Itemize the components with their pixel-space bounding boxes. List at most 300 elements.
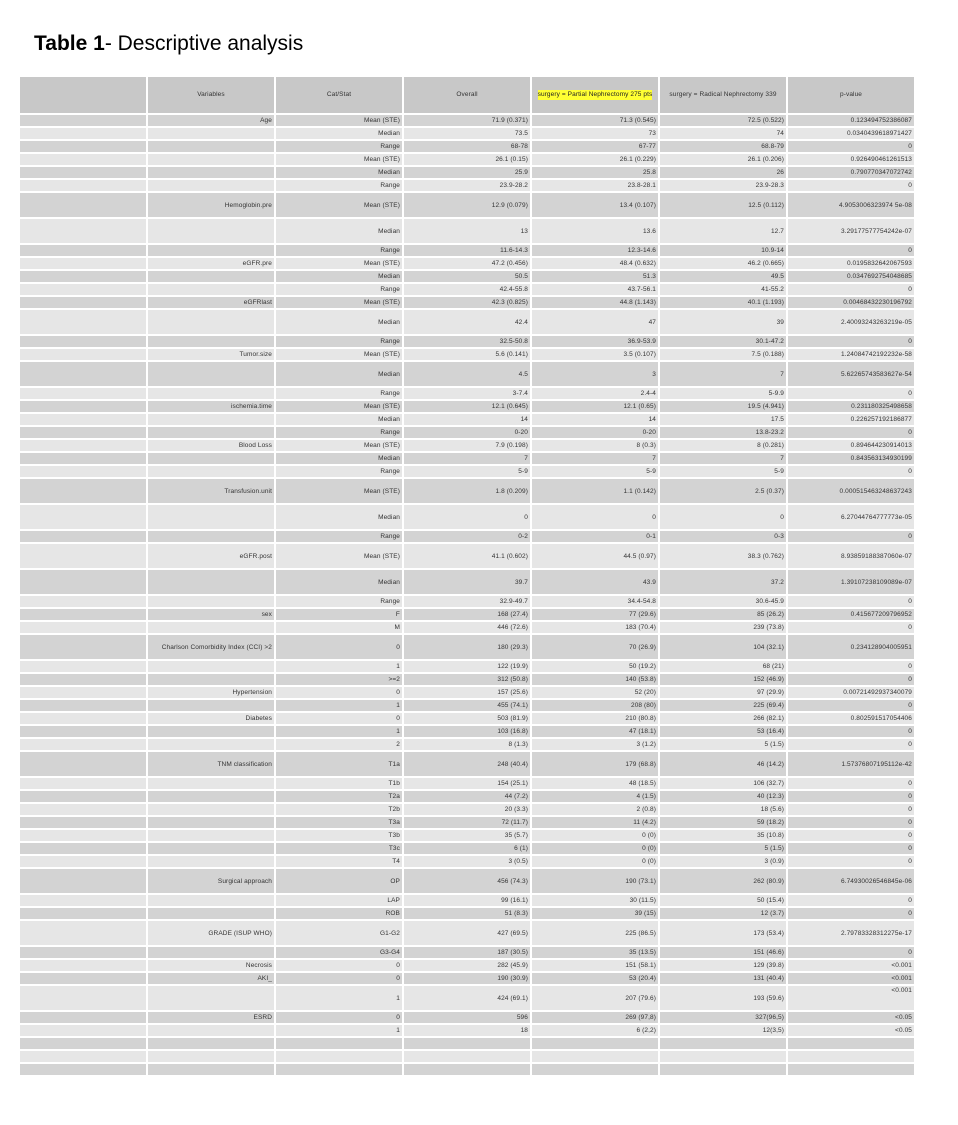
cell-p-value: 0 — [788, 674, 914, 685]
cell-cat-stat: 1 — [276, 661, 402, 672]
cell-radical: 97 (29.9) — [660, 687, 786, 698]
cell-row-blank — [20, 570, 146, 594]
cell-p-value: 0.843563134930199 — [788, 453, 914, 464]
cell-partial: 73 — [532, 128, 658, 139]
cell-overall: 8 (1.3) — [404, 739, 530, 750]
cell-radical: 17.5 — [660, 414, 786, 425]
cell-overall: 154 (25.1) — [404, 778, 530, 789]
cell-p-value: 3.29177577754242e-07 — [788, 219, 914, 243]
table-row — [20, 297, 914, 308]
cell-p-value — [788, 1038, 914, 1049]
cell-cat-stat: 1 — [276, 726, 402, 737]
cell-partial: 53 (20.4) — [532, 973, 658, 984]
cell-partial: 48 (18.5) — [532, 778, 658, 789]
cell-p-value: <0.001 — [788, 986, 914, 1010]
cell-variable — [148, 271, 274, 282]
cell-p-value: 2.40093243263219e-05 — [788, 310, 914, 334]
cell-partial: 0-20 — [532, 427, 658, 438]
cell-p-value: 0.894644230914013 — [788, 440, 914, 451]
cell-variable: TNM classification — [148, 752, 274, 776]
cell-partial — [532, 1051, 658, 1062]
cell-radical — [660, 1064, 786, 1075]
cell-overall: 32.9-49.7 — [404, 596, 530, 607]
cell-p-value: 0 — [788, 791, 914, 802]
cell-partial: 67-77 — [532, 141, 658, 152]
cell-row-blank — [20, 466, 146, 477]
cell-partial: 225 (86.5) — [532, 921, 658, 945]
cell-variable — [148, 986, 274, 1010]
cell-row-blank — [20, 960, 146, 971]
cell-variable: Charlson Comorbidity Index (CCI) >2 — [148, 635, 274, 659]
cell-overall: 20 (3.3) — [404, 804, 530, 815]
cell-radical: 49.5 — [660, 271, 786, 282]
cell-radical: 85 (26.2) — [660, 609, 786, 620]
table-row — [20, 388, 914, 399]
cell-partial: 183 (70.4) — [532, 622, 658, 633]
cell-radical: 225 (69.4) — [660, 700, 786, 711]
cell-variable — [148, 1051, 274, 1062]
cell-p-value — [788, 1051, 914, 1062]
cell-partial: 34.4-54.8 — [532, 596, 658, 607]
cell-partial: 77 (29.6) — [532, 609, 658, 620]
table-row — [20, 908, 914, 919]
cell-row-blank — [20, 258, 146, 269]
cell-radical: 193 (59.6) — [660, 986, 786, 1010]
cell-radical: 262 (80.9) — [660, 869, 786, 893]
cell-variable — [148, 427, 274, 438]
table-row — [20, 180, 914, 191]
cell-partial: 39 (15) — [532, 908, 658, 919]
cell-partial: 210 (80.8) — [532, 713, 658, 724]
cell-radical: 12.5 (0.112) — [660, 193, 786, 217]
cell-p-value: 0.802591517054406 — [788, 713, 914, 724]
cell-radical: 30.6-45.9 — [660, 596, 786, 607]
cell-partial: 44.5 (0.97) — [532, 544, 658, 568]
cell-radical: 8 (0.281) — [660, 440, 786, 451]
cell-overall: 42.4 — [404, 310, 530, 334]
cell-partial: 190 (73.1) — [532, 869, 658, 893]
table-row — [20, 193, 914, 217]
cell-overall: 248 (40.4) — [404, 752, 530, 776]
cell-radical: 74 — [660, 128, 786, 139]
cell-row-blank — [20, 154, 146, 165]
cell-row-blank — [20, 947, 146, 958]
cell-row-blank — [20, 739, 146, 750]
cell-overall: 72 (11.7) — [404, 817, 530, 828]
table-row — [20, 596, 914, 607]
cell-variable — [148, 414, 274, 425]
cell-row-blank — [20, 752, 146, 776]
cell-partial: 35 (13.5) — [532, 947, 658, 958]
cell-radical: 40 (12.3) — [660, 791, 786, 802]
cell-partial: 47 — [532, 310, 658, 334]
cell-row-blank — [20, 193, 146, 217]
cell-p-value: 0 — [788, 726, 914, 737]
cell-partial: 71.3 (0.545) — [532, 115, 658, 126]
cell-p-value: 0.0340439618971427 — [788, 128, 914, 139]
cell-variable — [148, 778, 274, 789]
table-row — [20, 960, 914, 971]
table-row — [20, 1051, 914, 1062]
table-row — [20, 128, 914, 139]
cell-cat-stat: G3-G4 — [276, 947, 402, 958]
cell-row-blank — [20, 895, 146, 906]
cell-overall: 7.9 (0.198) — [404, 440, 530, 451]
cell-p-value: <0.001 — [788, 960, 914, 971]
cell-cat-stat: 1 — [276, 1025, 402, 1036]
cell-cat-stat: Median — [276, 453, 402, 464]
cell-p-value: 1.24084742192232e-58 — [788, 349, 914, 360]
cell-variable — [148, 531, 274, 542]
header-overall: Overall — [404, 77, 530, 113]
cell-p-value: 0.00468432230196792 — [788, 297, 914, 308]
cell-variable — [148, 167, 274, 178]
cell-radical: 5-9 — [660, 466, 786, 477]
table-row — [20, 401, 914, 412]
cell-overall: 456 (74.3) — [404, 869, 530, 893]
cell-variable: Tumor.size — [148, 349, 274, 360]
cell-radical: 106 (32.7) — [660, 778, 786, 789]
table-row — [20, 973, 914, 984]
cell-overall: 187 (30.5) — [404, 947, 530, 958]
cell-overall: 1.8 (0.209) — [404, 479, 530, 503]
cell-p-value: 0.415677209796952 — [788, 609, 914, 620]
cell-variable — [148, 570, 274, 594]
cell-variable — [148, 700, 274, 711]
cell-cat-stat: Range — [276, 141, 402, 152]
cell-p-value: 0 — [788, 245, 914, 256]
cell-variable — [148, 856, 274, 867]
cell-row-blank — [20, 349, 146, 360]
table-row — [20, 414, 914, 425]
cell-overall: 103 (16.8) — [404, 726, 530, 737]
cell-cat-stat — [276, 1051, 402, 1062]
table-row — [20, 986, 914, 1010]
cell-overall: 32.5-50.8 — [404, 336, 530, 347]
table-row — [20, 895, 914, 906]
cell-row-blank — [20, 245, 146, 256]
cell-p-value: 0 — [788, 700, 914, 711]
descriptive-table — [20, 77, 914, 1077]
table-row — [20, 778, 914, 789]
cell-variable — [148, 817, 274, 828]
table-row — [20, 440, 914, 451]
cell-radical: 2.5 (0.37) — [660, 479, 786, 503]
cell-row-blank — [20, 505, 146, 529]
cell-partial: 208 (80) — [532, 700, 658, 711]
cell-p-value: 1.39107238109089e-07 — [788, 570, 914, 594]
cell-partial: 13.4 (0.107) — [532, 193, 658, 217]
header-partial-nephrectomy: surgery = Partial Nephrectomy 275 pts — [532, 77, 658, 113]
cell-cat-stat: Mean (STE) — [276, 440, 402, 451]
cell-partial: 8 (0.3) — [532, 440, 658, 451]
cell-variable — [148, 908, 274, 919]
cell-variable: Transfusion.unit — [148, 479, 274, 503]
cell-partial: 3 — [532, 362, 658, 386]
cell-variable — [148, 830, 274, 841]
cell-radical: 5 (1.5) — [660, 843, 786, 854]
table-row — [20, 674, 914, 685]
cell-row-blank — [20, 908, 146, 919]
cell-variable — [148, 661, 274, 672]
cell-overall: 424 (69.1) — [404, 986, 530, 1010]
cell-overall: 596 — [404, 1012, 530, 1023]
cell-overall: 0-2 — [404, 531, 530, 542]
cell-partial: 48.4 (0.632) — [532, 258, 658, 269]
cell-p-value: 0 — [788, 895, 914, 906]
cell-radical: 35 (10.8) — [660, 830, 786, 841]
cell-cat-stat: Range — [276, 180, 402, 191]
cell-partial: 4 (1.5) — [532, 791, 658, 802]
cell-partial: 5-9 — [532, 466, 658, 477]
cell-row-blank — [20, 609, 146, 620]
cell-p-value: 6.74930026546845e-06 — [788, 869, 914, 893]
cell-row-blank — [20, 817, 146, 828]
cell-cat-stat: T1b — [276, 778, 402, 789]
cell-cat-stat: Mean (STE) — [276, 115, 402, 126]
table-row — [20, 570, 914, 594]
cell-cat-stat: 0 — [276, 687, 402, 698]
cell-row-blank — [20, 869, 146, 893]
cell-row-blank — [20, 596, 146, 607]
cell-cat-stat: Median — [276, 128, 402, 139]
cell-row-blank — [20, 414, 146, 425]
cell-cat-stat: 2 — [276, 739, 402, 750]
cell-variable — [148, 1025, 274, 1036]
cell-radical: 104 (32.1) — [660, 635, 786, 659]
cell-cat-stat: T3b — [276, 830, 402, 841]
cell-row-blank — [20, 427, 146, 438]
cell-radical: 23.9-28.3 — [660, 180, 786, 191]
cell-variable — [148, 804, 274, 815]
cell-row-blank — [20, 167, 146, 178]
cell-cat-stat: 0 — [276, 635, 402, 659]
cell-variable — [148, 154, 274, 165]
cell-partial: 207 (79.6) — [532, 986, 658, 1010]
table-row — [20, 609, 914, 620]
cell-row-blank — [20, 544, 146, 568]
cell-radical: 12 (3.7) — [660, 908, 786, 919]
cell-cat-stat: Range — [276, 245, 402, 256]
cell-cat-stat: Mean (STE) — [276, 154, 402, 165]
cell-variable — [148, 1064, 274, 1075]
cell-radical: 40.1 (1.193) — [660, 297, 786, 308]
cell-overall: 3 (0.5) — [404, 856, 530, 867]
cell-row-blank — [20, 1038, 146, 1049]
header-radical-nephrectomy: surgery = Radical Nephrectomy 339 — [660, 77, 786, 113]
cell-variable: Hemoglobin.pre — [148, 193, 274, 217]
cell-p-value: 0 — [788, 180, 914, 191]
header-blank — [20, 77, 146, 113]
cell-row-blank — [20, 674, 146, 685]
cell-cat-stat: ROB — [276, 908, 402, 919]
cell-partial: 11 (4.2) — [532, 817, 658, 828]
cell-variable — [148, 622, 274, 633]
cell-cat-stat: 1 — [276, 986, 402, 1010]
table-row — [20, 817, 914, 828]
cell-radical: 0 — [660, 505, 786, 529]
cell-p-value: 0 — [788, 336, 914, 347]
cell-overall: 122 (19.9) — [404, 661, 530, 672]
cell-variable — [148, 336, 274, 347]
cell-partial: 179 (68.8) — [532, 752, 658, 776]
cell-partial: 3 (1.2) — [532, 739, 658, 750]
cell-row-blank — [20, 622, 146, 633]
header-variables: Variables — [148, 77, 274, 113]
cell-overall: 35 (5.7) — [404, 830, 530, 841]
cell-radical: 46 (14.2) — [660, 752, 786, 776]
cell-row-blank — [20, 1025, 146, 1036]
cell-cat-stat: Range — [276, 531, 402, 542]
cell-overall — [404, 1051, 530, 1062]
cell-cat-stat: T3a — [276, 817, 402, 828]
cell-radical: 19.5 (4.941) — [660, 401, 786, 412]
cell-row-blank — [20, 1064, 146, 1075]
cell-variable — [148, 505, 274, 529]
table-row — [20, 544, 914, 568]
cell-row-blank — [20, 843, 146, 854]
cell-radical: 68.8-79 — [660, 141, 786, 152]
cell-row-blank — [20, 531, 146, 542]
table-row — [20, 843, 914, 854]
cell-radical: 5 (1.5) — [660, 739, 786, 750]
cell-partial: 44.8 (1.143) — [532, 297, 658, 308]
cell-variable — [148, 674, 274, 685]
cell-p-value: 0 — [788, 388, 914, 399]
cell-p-value: 0 — [788, 830, 914, 841]
cell-cat-stat: 0 — [276, 1012, 402, 1023]
cell-overall: 68-78 — [404, 141, 530, 152]
cell-cat-stat: 0 — [276, 973, 402, 984]
cell-variable: Necrosis — [148, 960, 274, 971]
cell-p-value: 0 — [788, 466, 914, 477]
table-row — [20, 713, 914, 724]
cell-cat-stat — [276, 1064, 402, 1075]
cell-partial: 6 (2,2) — [532, 1025, 658, 1036]
cell-overall: 180 (29.3) — [404, 635, 530, 659]
table-row — [20, 1012, 914, 1023]
cell-p-value: 0 — [788, 739, 914, 750]
cell-cat-stat: Mean (STE) — [276, 544, 402, 568]
cell-radical: 7.5 (0.188) — [660, 349, 786, 360]
cell-radical: 10.9-14 — [660, 245, 786, 256]
cell-partial: 12.1 (0.65) — [532, 401, 658, 412]
cell-overall: 12.9 (0.079) — [404, 193, 530, 217]
cell-partial: 3.5 (0.107) — [532, 349, 658, 360]
cell-variable — [148, 947, 274, 958]
cell-partial: 36.9-53.9 — [532, 336, 658, 347]
cell-p-value: 0 — [788, 947, 914, 958]
cell-variable: Age — [148, 115, 274, 126]
table-title — [34, 32, 303, 56]
cell-overall: 190 (30.9) — [404, 973, 530, 984]
cell-partial: 0 (0) — [532, 856, 658, 867]
cell-p-value: 0 — [788, 804, 914, 815]
cell-cat-stat: Range — [276, 466, 402, 477]
cell-overall: 3-7.4 — [404, 388, 530, 399]
cell-row-blank — [20, 713, 146, 724]
cell-p-value: 0.226257192186877 — [788, 414, 914, 425]
cell-cat-stat: Mean (STE) — [276, 258, 402, 269]
cell-overall: 14 — [404, 414, 530, 425]
cell-overall: 44 (7.2) — [404, 791, 530, 802]
cell-p-value: 0 — [788, 427, 914, 438]
cell-p-value: 0 — [788, 596, 914, 607]
cell-variable: Hypertension — [148, 687, 274, 698]
cell-overall: 99 (16.1) — [404, 895, 530, 906]
cell-row-blank — [20, 1051, 146, 1062]
table-header-row — [20, 77, 914, 113]
table-row — [20, 505, 914, 529]
cell-radical: 129 (39.8) — [660, 960, 786, 971]
table-row — [20, 700, 914, 711]
cell-radical: 26.1 (0.206) — [660, 154, 786, 165]
cell-variable: sex — [148, 609, 274, 620]
cell-overall: 446 (72.6) — [404, 622, 530, 633]
cell-row-blank — [20, 362, 146, 386]
cell-cat-stat: Median — [276, 271, 402, 282]
cell-partial: 0 — [532, 505, 658, 529]
cell-radical: 26 — [660, 167, 786, 178]
cell-p-value: 8.93859188387060e-07 — [788, 544, 914, 568]
cell-row-blank — [20, 115, 146, 126]
cell-variable: Surgical approach — [148, 869, 274, 893]
cell-partial: 43.9 — [532, 570, 658, 594]
table-row — [20, 479, 914, 503]
table-row — [20, 245, 914, 256]
cell-variable: ESRD — [148, 1012, 274, 1023]
cell-overall: 42.3 (0.825) — [404, 297, 530, 308]
cell-p-value: 0.00721492937340079 — [788, 687, 914, 698]
cell-p-value: <0.001 — [788, 973, 914, 984]
cell-variable: AKI_ — [148, 973, 274, 984]
table-row — [20, 453, 914, 464]
table-row — [20, 635, 914, 659]
cell-p-value: 0.000515463248637243 — [788, 479, 914, 503]
cell-p-value: 1.57376807195112e-42 — [788, 752, 914, 776]
table-row — [20, 271, 914, 282]
cell-variable — [148, 141, 274, 152]
table-title-rest: - Descriptive analysis — [104, 32, 304, 55]
cell-cat-stat: T2b — [276, 804, 402, 815]
cell-cat-stat: Mean (STE) — [276, 401, 402, 412]
header-cat-stat: Cat/Stat — [276, 77, 402, 113]
cell-variable: eGFRlast — [148, 297, 274, 308]
cell-variable — [148, 843, 274, 854]
cell-overall: 47.2 (0.456) — [404, 258, 530, 269]
cell-overall: 25.9 — [404, 167, 530, 178]
cell-partial: 70 (26.9) — [532, 635, 658, 659]
cell-p-value: 4.9053006323974 5e-08 — [788, 193, 914, 217]
cell-partial: 7 — [532, 453, 658, 464]
table-row — [20, 661, 914, 672]
cell-row-blank — [20, 388, 146, 399]
table-row — [20, 141, 914, 152]
table-row — [20, 349, 914, 360]
cell-row-blank — [20, 1012, 146, 1023]
cell-p-value: 0 — [788, 843, 914, 854]
cell-overall: 23.9-28.2 — [404, 180, 530, 191]
cell-cat-stat: T4 — [276, 856, 402, 867]
cell-variable — [148, 310, 274, 334]
cell-overall: 0 — [404, 505, 530, 529]
cell-radical — [660, 1038, 786, 1049]
cell-p-value — [788, 1064, 914, 1075]
table-row — [20, 1038, 914, 1049]
cell-variable — [148, 219, 274, 243]
cell-cat-stat: G1-G2 — [276, 921, 402, 945]
cell-partial: 43.7-56.1 — [532, 284, 658, 295]
